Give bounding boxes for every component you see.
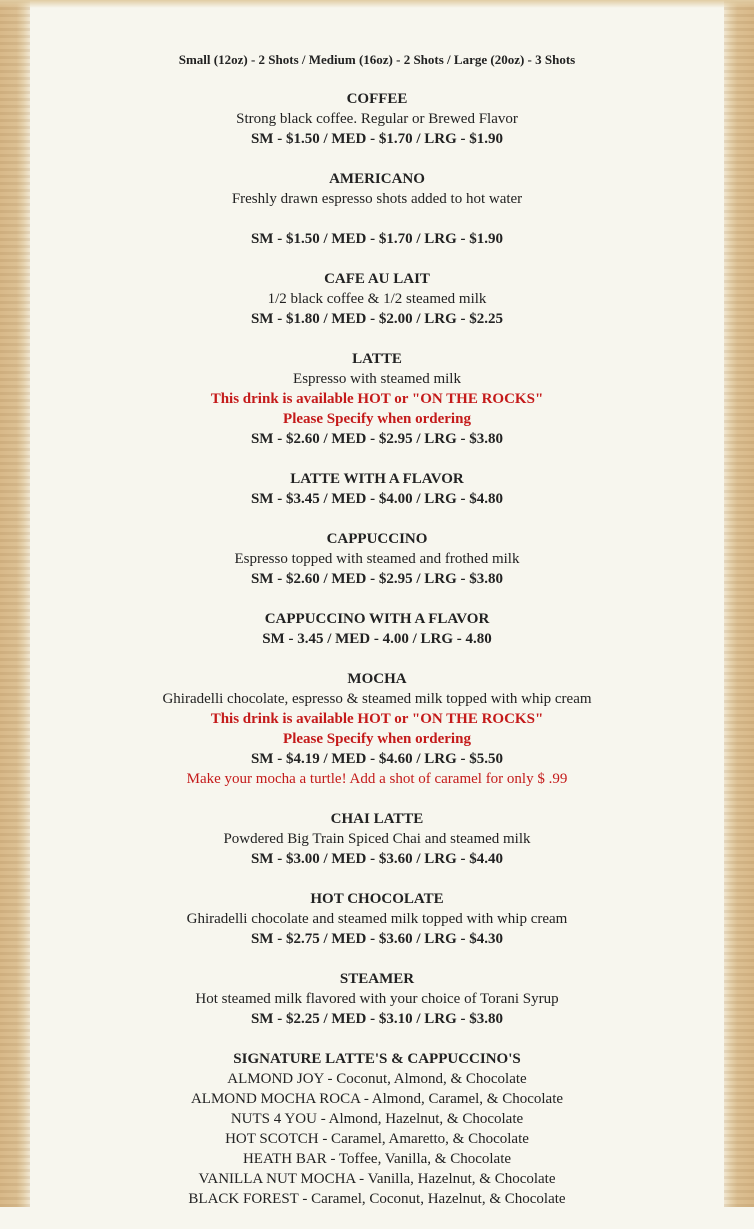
signature-title: SIGNATURE LATTE'S & CAPPUCCINO'S	[233, 1051, 521, 1067]
item-description: 1/2 black coffee & 1/2 steamed milk	[267, 291, 487, 307]
signature-drinks-section	[30, 1049, 724, 1209]
sizes-header: Small (12oz) - 2 Shots / Medium (16oz) - 2 Shots / Large (20oz) - 3 Shots	[178, 52, 576, 67]
item-name: STEAMER	[339, 971, 415, 987]
signature-item: ALMOND JOY - Coconut, Almond, & Chocolate	[227, 1071, 527, 1087]
line-spacer	[30, 209, 724, 229]
item-price: SM - $4.19 / MED - $4.60 / LRG - $5.50	[250, 751, 504, 767]
menu-item-coffee	[30, 89, 724, 149]
item-price: SM - $1.50 / MED - $1.70 / LRG - $1.90	[250, 131, 504, 147]
signature-item: BLACK FOREST - Caramel, Coconut, Hazelnut, & Chocolate	[188, 1191, 566, 1207]
menu-item-cappuccino-with-flavor	[30, 609, 724, 649]
menu-item-latte	[30, 349, 724, 449]
item-name: CAPPUCCINO WITH A FLAVOR	[264, 611, 490, 627]
menu-item-latte-with-flavor	[30, 469, 724, 509]
item-name: HOT CHOCOLATE	[310, 891, 444, 907]
menu-item-cafe-au-lait	[30, 269, 724, 329]
item-name: LATTE WITH A FLAVOR	[290, 471, 464, 487]
menu-item-americano	[30, 169, 724, 249]
item-price: SM - $1.80 / MED - $2.00 / LRG - $2.25	[250, 311, 504, 327]
menu-item-hot-chocolate	[30, 889, 724, 949]
signature-item: VANILLA NUT MOCHA - Vanilla, Hazelnut, & Chocolate	[198, 1171, 556, 1187]
item-description: Ghiradelli chocolate and steamed milk topped with whip cream	[186, 911, 568, 927]
top-parchment-border	[0, 0, 754, 8]
item-description: Powdered Big Train Spiced Chai and steamed milk	[223, 831, 531, 847]
ordering-note: Please Specify when ordering	[283, 411, 471, 427]
availability-note: This drink is available HOT or "ON THE ROCKS"	[210, 711, 544, 727]
availability-note: This drink is available HOT or "ON THE ROCKS"	[210, 391, 544, 407]
coffee-menu	[30, 50, 724, 1229]
item-price: SM - $3.00 / MED - $3.60 / LRG - $4.40	[250, 851, 504, 867]
item-name: COFFEE	[346, 91, 408, 107]
item-name: LATTE	[352, 351, 402, 367]
left-parchment-border	[0, 0, 30, 1207]
turtle-tip: Make your mocha a turtle! Add a shot of caramel for only $ .99	[186, 771, 568, 787]
item-price: SM - $1.50 / MED - $1.70 / LRG - $1.90	[250, 231, 504, 247]
item-name: CHAI LATTE	[330, 811, 424, 827]
item-price: SM - $2.75 / MED - $3.60 / LRG - $4.30	[250, 931, 504, 947]
item-description: Hot steamed milk flavored with your choice of Torani Syrup	[195, 991, 559, 1007]
signature-item: HEATH BAR - Toffee, Vanilla, & Chocolate	[242, 1151, 512, 1167]
item-description: Ghiradelli chocolate, espresso & steamed milk topped with whip cream	[162, 691, 592, 707]
signature-item: HOT SCOTCH - Caramel, Amaretto, & Chocolate	[225, 1131, 529, 1147]
menu-item-cappuccino	[30, 529, 724, 589]
item-name: CAPPUCCINO	[326, 531, 428, 547]
menu-item-chai-latte	[30, 809, 724, 869]
right-parchment-border	[724, 0, 754, 1207]
item-price: SM - 3.45 / MED - 4.00 / LRG - 4.80	[262, 631, 492, 647]
menu-item-steamer	[30, 969, 724, 1029]
item-price: SM - $3.45 / MED - $4.00 / LRG - $4.80	[250, 491, 504, 507]
item-name: AMERICANO	[329, 171, 425, 187]
ordering-note: Please Specify when ordering	[283, 731, 471, 747]
item-price: SM - $2.60 / MED - $2.95 / LRG - $3.80	[250, 431, 504, 447]
item-price: SM - $2.25 / MED - $3.10 / LRG - $3.80	[250, 1011, 504, 1027]
signature-item: ALMOND MOCHA ROCA - Almond, Caramel, & Chocolate	[190, 1091, 564, 1107]
item-price: SM - $2.60 / MED - $2.95 / LRG - $3.80	[250, 571, 504, 587]
item-name: CAFE AU LAIT	[324, 271, 430, 287]
item-description: Espresso with steamed milk	[293, 371, 461, 387]
signature-item: NUTS 4 YOU - Almond, Hazelnut, & Chocolate	[230, 1111, 524, 1127]
item-description: Espresso topped with steamed and frothed milk	[234, 551, 520, 567]
item-description: Freshly drawn espresso shots added to hot water	[231, 191, 523, 207]
menu-item-mocha	[30, 669, 724, 789]
item-name: MOCHA	[347, 671, 407, 687]
item-description: Strong black coffee. Regular or Brewed Flavor	[236, 111, 518, 127]
